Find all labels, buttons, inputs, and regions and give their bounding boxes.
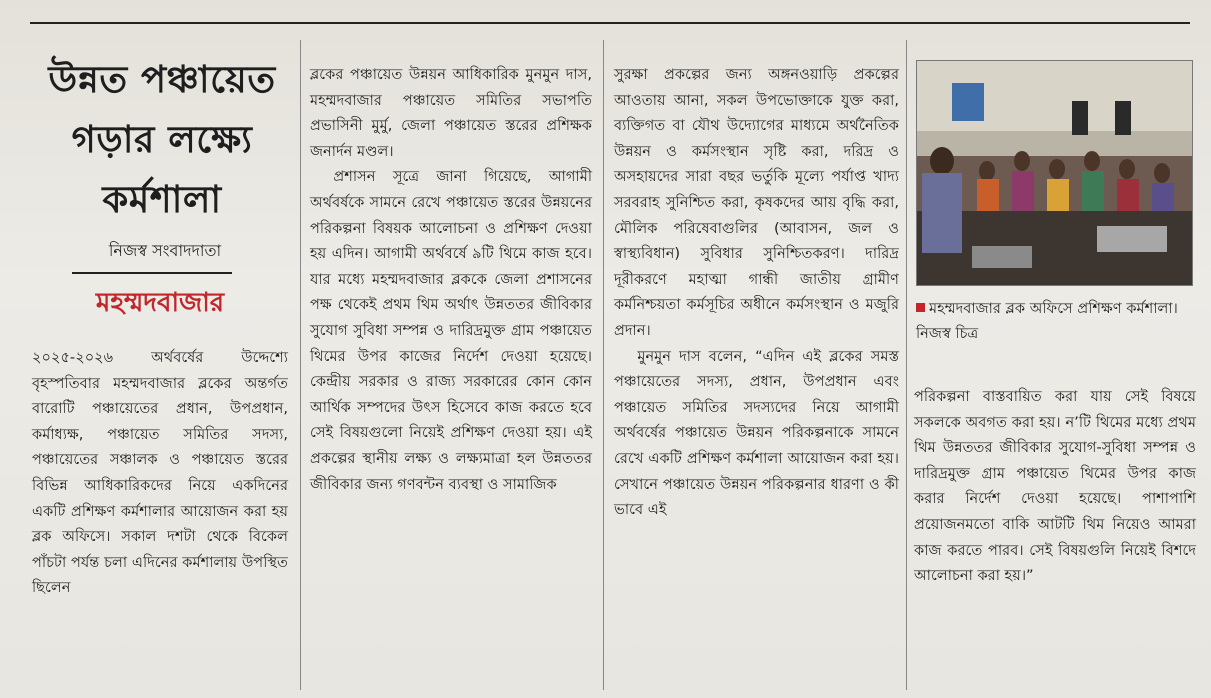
reporter-byline: নিজস্ব সংবাদদাতা (108, 241, 222, 260)
paragraph: পরিকল্পনা বাস্তবায়িত করা যায় সেই বিষয়ে সকলকে অবগত করা হয়। ন’টি থিমের মধ্যে প্রথম থিম উন্নততর জীবিকার সুযোগ-সুবিধা সম্পন্ন ও দারিদ্রমুক্ত গ্রাম পঞ্চায়েত থিমের উপর কাজ করার নির্দেশ দেওয়া হয়েছে। পাশাপাশি প্রয়োজনমতো বাকি আটটি থিম নিয়েও আমরা কাজ করতে পারব। সেই বিষয়গুলি নিয়েই বিশদে আলোচনা করা হয়।” (914, 388, 1196, 585)
paragraph: মুনমুন দাস বলেন, “এদিন এই ব্লকের সমস্ত পঞ্চায়েতের সদস্য, প্রধান, উপপ্রধান এবং পঞ্চায়েত সমিতির সদস্যদের নিয়ে আগামী অর্থবর্ষের পঞ্চায়েত উন্নয়ন পরিকল্পনাকে সামনে রেখে একটি প্রশিক্ষণ কর্মশালা আয়োজন করা হয়। সেখানে পঞ্চায়েত উন্নয়ন পরিকল্পনার ধারণা ও কী ভাবে এই (614, 347, 899, 519)
photo-caption (916, 296, 1196, 346)
article-column-3 (614, 62, 899, 523)
article-column-1 (32, 345, 288, 601)
headline: উন্নত পঞ্চায়েত গড়ার লক্ষ্যে কর্মশালা (48, 58, 276, 221)
paragraph: ২০২৫-২০২৬ অর্থবর্ষের উদ্দেশ্যে বৃহস্পতিবার মহম্মদবাজার ব্লকের অন্তর্গত বারোটি পঞ্চায়েতের প্রধান, উপপ্রধান, কর্মাধ্যক্ষ, পঞ্চায়েত সমিতির সদস্য, পঞ্চায়েতের সঞ্চালক ও পঞ্চায়েত স্তরের বিভিন্ন আধিকারিকদের নিয়ে একদিনের একটি প্রশিক্ষণ কর্মশালার আয়োজন করা হয় ব্লক অফিসে। সকাল দশটা থেকে বিকেল পাঁচটা পর্যন্ত চলা এদিনের কর্মশালায় উপস্থিত ছিলেন (32, 349, 288, 597)
paragraph: প্রশাসন সূত্রে জানা গিয়েছে, আগামী অর্থবর্ষকে সামনে রেখে পঞ্চায়েত স্তরের উন্নয়নের পরিকল্পনা বিষয়ক আলোচনা ও প্রশিক্ষণ দেওয়া হয় এদিন। আগামী অর্থবর্ষে ৯টি থিমে কাজ হবে। যার মধ্যে মহম্মদবাজার ব্লককে জেলা প্রশাসনের পক্ষ থেকেই প্রথম থিম অর্থাৎ উন্নততর জীবিকার সুযোগ সুবিধা সম্পন্ন ও দারিদ্রমুক্ত গ্রাম পঞ্চায়েত থিমের উপর কাজের নির্দেশ দেওয়া হয়েছে। কেন্দ্রীয় সরকার ও রাজ্য সরকারের কোন কোন আর্থিক সম্পদের উৎস হিসেবে কাজ করতে হবে সেই বিষয়গুলো নিয়েই প্রশিক্ষণ দেওয়া হয়। এই প্রকল্পের স্থানীয় লক্ষ্য ও লক্ষ্যমাত্রা হল উন্নততর জীবিকার জন্য গণবন্টন ব্যবস্থা ও সামাজিক (310, 168, 592, 493)
column-rule (603, 40, 604, 690)
column-rule (300, 40, 301, 690)
top-rule (30, 22, 1190, 24)
article-column-4 (914, 384, 1196, 589)
photo-caption-text: মহম্মদবাজার ব্লক অফিসে প্রশিক্ষণ কর্মশালা। নিজস্ব চিত্র (916, 300, 1178, 342)
column-rule (906, 40, 907, 690)
byline-rule (72, 272, 232, 274)
caption-marker-icon (916, 303, 925, 312)
dateline: মহম্মদবাজার (95, 288, 225, 318)
paragraph: সুরক্ষা প্রকল্পের জন্য অঙ্গনওয়াড়ি প্রকল্পের আওতায় আনা, সকল উপভোক্তাকে যুক্ত করা, ব্যক্তিগত বা যৌথ উদ্যোগের মাধ্যমে অর্থনৈতিক উন্নয়ন ও কর্মসংস্থান সৃষ্টি করা, দরিদ্র ও অসহায়দের সারা বছর ভর্তুকি মূল্যে পর্যাপ্ত খাদ্য সরবরাহ সুনিশ্চিত করা, কৃষকদের আয় বৃদ্ধি করা, মৌলিক পরিষেবাগুলির (আবাসন, জল ও স্বাস্থ্যবিধান) সুবিধার সুনিশ্চিতকরণ। দারিদ্র দূরীকরণে মহাত্মা গান্ধী জাতীয় গ্রামীণ কর্মনিশ্চয়তা কর্মসূচির অধীনে কর্মসংস্থান ও মজুরি প্রদান। (614, 66, 899, 339)
article-column-2 (310, 62, 592, 497)
paragraph: ব্লকের পঞ্চায়েত উন্নয়ন আধিকারিক মুনমুন দাস, মহম্মদবাজার পঞ্চায়েত সমিতির সভাপতি প্রভাসিনী মুর্মু, জেলা পঞ্চায়েত স্তরের প্রশিক্ষক জনার্দন মণ্ডল। (310, 66, 592, 160)
workshop-photo (916, 60, 1193, 286)
